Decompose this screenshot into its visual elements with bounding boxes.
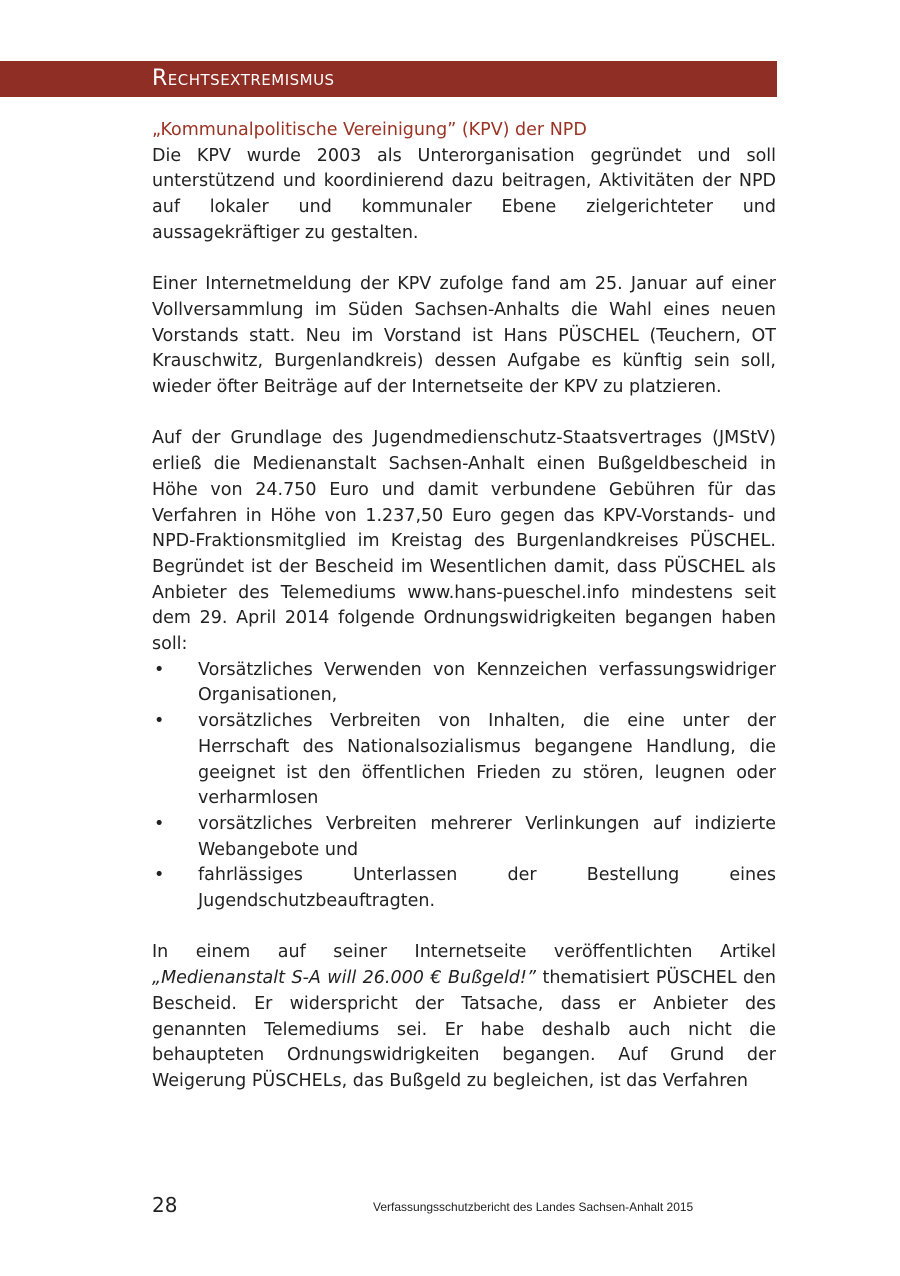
- bullet-icon: •: [154, 659, 165, 680]
- list-item-text: vorsätzliches Verbreiten von Inhalten, die eine unter der Herrschaft des Nationalsozialismus begangene Handlung, die geeignet ist den öffentlichen Frieden zu stören, leugnen oder verharmlosen: [198, 711, 776, 809]
- list-item-text: fahrlässiges Unterlassen der Bestellung eines Jugendschutzbeauftragten.: [198, 865, 776, 912]
- section-heading: „Kommunalpolitische Vereinigung” (KPV) der NPD: [152, 120, 587, 140]
- main-content: [152, 118, 776, 1095]
- list-item: [152, 709, 776, 812]
- paragraph-article-response: [152, 940, 776, 1094]
- paragraph-board-election: Einer Internetmeldung der KPV zufolge fand am 25. Januar auf einer Vollversammlung im Süden Sachsen-Anhalts die Wahl eines neuen Vorstands statt. Neu im Vorstand ist Hans PÜSCHEL (Teuchern, OT Krauschwitz, Burgenlandkreis) dessen Aufgabe es künftig sein soll, wieder öfter Beiträge auf der Internetseite der KPV zu platzieren.: [152, 274, 776, 398]
- paragraph-fine-notice: Auf der Grundlage des Jugendmedienschutz-Staatsvertrages (JMStV) erließ die Medienanstalt Sachsen-Anhalt einen Bußgeldbescheid in Höhe von 24.750 Euro und damit verbundene Gebühren für das Verfahren in Höhe von 1.237,50 Euro gegen das KPV-Vorstands- und NPD-Fraktionsmitglied im Kreistag des Burgenlandkreises PÜSCHEL. Begründet ist der Bescheid im Wesentlichen damit, dass PÜSCHEL als Anbieter des Telemediums www.hans-pueschel.info mindestens seit dem 29. April 2014 folgende Ordnungswidrigkeiten begangen haben soll:: [152, 428, 776, 655]
- violations-list: [152, 658, 776, 915]
- list-item: [152, 812, 776, 863]
- article-text-after: thematisiert PÜSCHEL den Bescheid. Er widerspricht der Tatsache, dass er Anbieter des genannten Telemediums sei. Er habe deshalb auch nicht die behaupteten Ordnungswidrigkeiten begangen. Auf Grund der Weigerung PÜSCHELs, das Bußgeld zu begleichen, ist das Verfahren: [152, 968, 777, 1091]
- article-title-quote: „Medienanstalt S-A will 26.000 € Bußgeld!”: [152, 968, 536, 989]
- list-item: [152, 658, 776, 709]
- article-text-before: In einem auf seiner Internetseite veröffentlichten Artikel: [152, 942, 776, 963]
- list-item: [152, 863, 776, 914]
- bullet-icon: •: [154, 813, 165, 834]
- bullet-icon: •: [154, 711, 165, 732]
- footer-publication-title: Verfassungsschutzbericht des Landes Sachsen-Anhalt 2015: [373, 1200, 694, 1214]
- paragraph-kpv-intro: Die KPV wurde 2003 als Unterorganisation gegründet und soll unterstützend und koordinierend dazu beitragen, Aktivitäten der NPD auf lokaler und kommunaler Ebene zielgerichteter und aussagekräftiger zu gestalten.: [152, 145, 776, 243]
- chapter-header-bar: [0, 61, 777, 97]
- chapter-title: Rechtsextremismus: [152, 66, 335, 91]
- bullet-icon: •: [154, 865, 165, 886]
- list-item-text: vorsätzliches Verbreiten mehrerer Verlinkungen auf indizierte Webangebote und: [198, 813, 776, 860]
- page-number: 28: [152, 1193, 178, 1217]
- list-item-text: Vorsätzliches Verwenden von Kennzeichen verfassungswidriger Organisationen,: [198, 659, 776, 706]
